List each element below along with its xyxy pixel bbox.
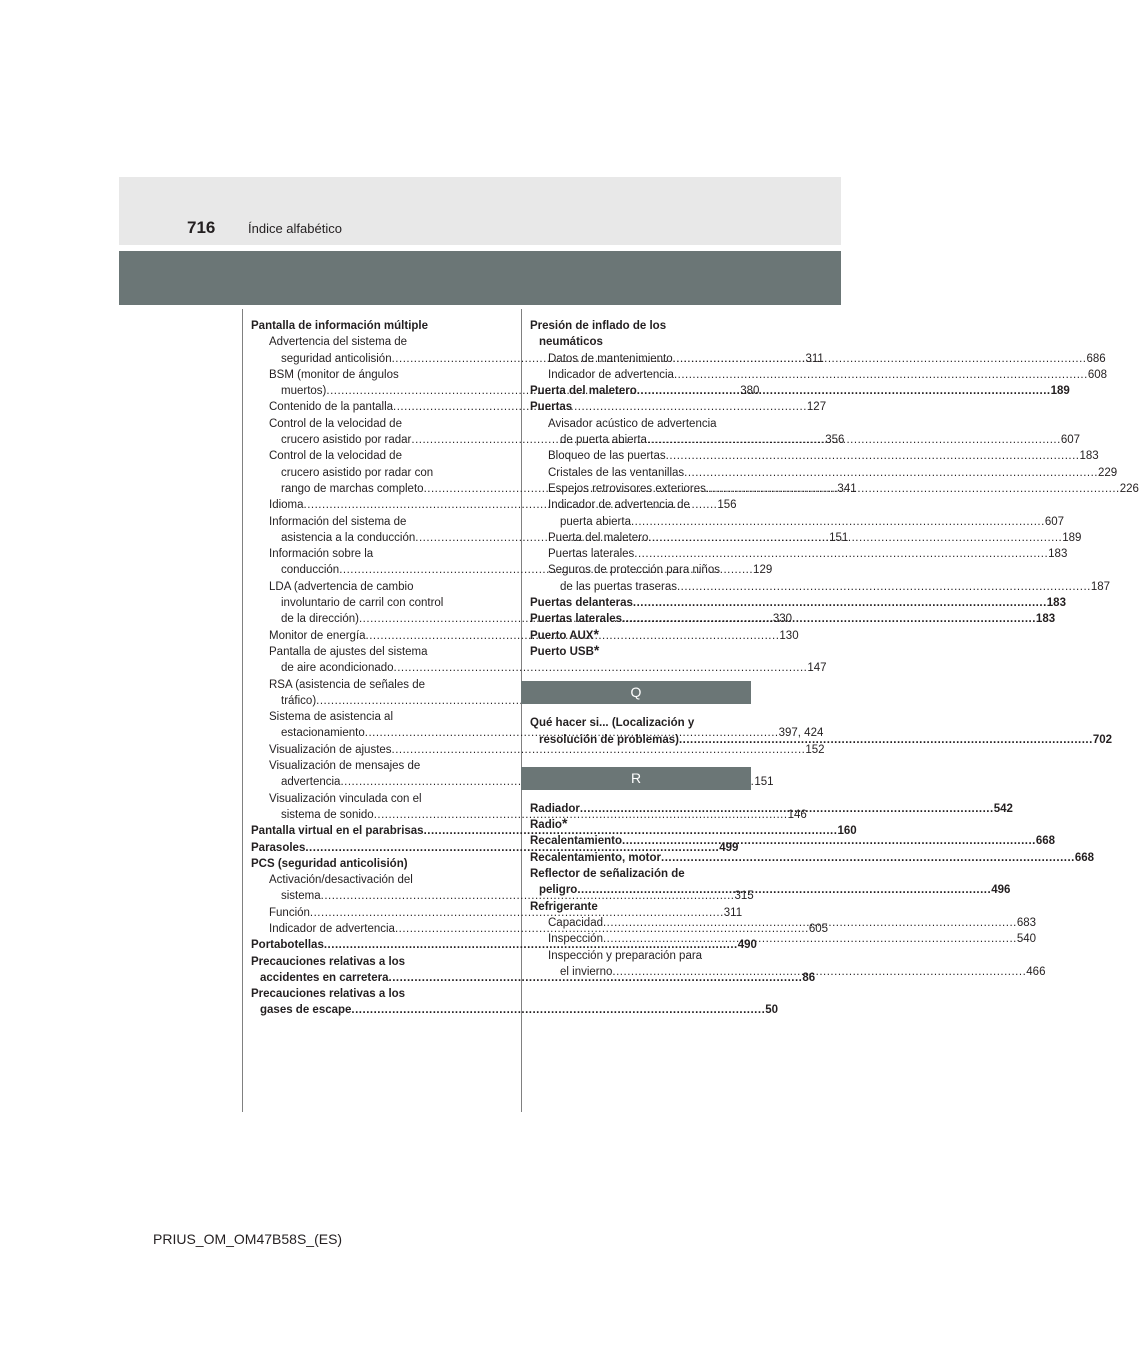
page-reference: 152	[805, 743, 825, 756]
entry-text: Puerto AUX	[530, 629, 594, 642]
index-entry	[251, 318, 472, 334]
page-reference: 683	[1016, 916, 1037, 929]
page-reference: 183	[1048, 548, 1068, 561]
entry-text: Qué hacer si... (Localización y	[530, 717, 695, 730]
entry-text: Idioma	[269, 499, 304, 512]
page-reference: 151	[829, 531, 849, 544]
index-entry	[530, 334, 751, 350]
entry-text: Portabotellas	[251, 939, 324, 952]
letter-heading-q: Q	[521, 681, 751, 704]
page-reference: 147	[807, 662, 827, 675]
index-entry	[251, 465, 472, 481]
index-entry	[251, 416, 472, 432]
page-reference: 151	[754, 776, 774, 789]
page-reference: 146	[787, 808, 807, 821]
entry-text: Parasoles	[251, 841, 306, 854]
index-entry	[251, 579, 472, 595]
page-reference: 341	[837, 482, 857, 495]
page-number: 716	[187, 218, 216, 237]
dot-leader	[631, 514, 1045, 530]
dot-leader	[612, 964, 1026, 980]
dot-leader	[637, 383, 1051, 399]
entry-text: Control de la velocidad de	[269, 417, 402, 430]
page-reference: 466	[1026, 965, 1046, 978]
entry-text: de la dirección)	[281, 613, 359, 626]
entry-text: sistema	[281, 890, 321, 903]
index-entry	[530, 448, 1099, 464]
index-entry	[530, 899, 751, 915]
index-entry	[530, 383, 1070, 399]
index-entry	[251, 774, 774, 790]
index-entry	[530, 514, 1065, 530]
page-reference: 226	[1119, 482, 1139, 495]
entry-text: Capacidad	[548, 916, 603, 929]
entry-text: Visualización de ajustes	[269, 743, 392, 756]
entry-text: Precauciones relativas a los	[251, 988, 406, 1001]
page-reference: 156	[717, 499, 737, 512]
entry-text: Puertas laterales	[530, 613, 623, 626]
entry-text: PCS (seguridad anticolisión)	[251, 857, 408, 870]
entry-text: LDA (advertencia de cambio	[269, 580, 414, 593]
header-dark-band	[119, 251, 841, 305]
entry-text: Inspección y preparación para	[548, 949, 703, 962]
entry-text: Espejos retrovisores exteriores	[548, 482, 706, 495]
page-reference: 499	[719, 841, 739, 854]
page-reference: 607	[1044, 515, 1065, 528]
page-reference: 542	[993, 802, 1013, 815]
page-reference: 183	[1046, 597, 1066, 610]
entry-text: Activación/desactivación del	[269, 874, 413, 887]
entry-text: Recalentamiento, motor	[530, 851, 661, 864]
dot-leader	[351, 1002, 765, 1018]
entry-text: Sistema de asistencia al	[269, 711, 394, 724]
page-reference: 129	[753, 564, 773, 577]
index-entry	[530, 833, 1056, 849]
index-entry	[251, 709, 472, 725]
index-entry	[530, 715, 751, 731]
entry-text: Cristales de las ventanillas	[548, 466, 685, 479]
entry-text: Pantalla virtual en el parabrisas	[251, 825, 424, 838]
index-entry	[251, 660, 827, 676]
dot-leader	[633, 595, 1047, 611]
dot-leader	[647, 432, 1061, 448]
entry-text: estacionamiento	[281, 727, 365, 740]
index-entry	[530, 399, 751, 415]
index-entry	[251, 693, 472, 709]
entry-text: involuntario de carril con control	[281, 597, 444, 610]
page-reference: 397, 424	[778, 727, 824, 740]
page-reference: 356	[825, 434, 845, 447]
page-reference: 608	[1087, 368, 1107, 381]
index-entry	[251, 546, 472, 562]
dot-leader	[603, 915, 1017, 931]
dot-leader	[580, 801, 994, 817]
page-reference: 668	[1074, 851, 1095, 864]
page-reference: 311	[805, 352, 824, 365]
entry-text: Radiador	[530, 802, 580, 815]
document-code: PRIUS_OM_OM47B58S_(ES)	[153, 1231, 343, 1247]
entry-text: Función	[269, 906, 310, 919]
entry-text: Puertas delanteras	[530, 597, 633, 610]
index-entry	[251, 448, 472, 464]
entry-text: Puerta del maletero	[548, 531, 649, 544]
column-rule-middle	[521, 309, 522, 1112]
entry-text: advertencia	[281, 776, 341, 789]
entry-text: rango de marchas completo	[281, 482, 424, 495]
dot-leader	[622, 611, 1036, 627]
page-reference: 160	[837, 825, 857, 838]
index-entry	[251, 677, 472, 693]
header-band	[119, 177, 841, 245]
page-reference: 229	[1098, 466, 1118, 479]
page-reference: 490	[737, 939, 757, 952]
entry-text: Pantalla de información múltiple	[251, 320, 429, 332]
index-entry	[530, 465, 1118, 481]
index-entry	[530, 866, 751, 882]
dot-leader	[603, 931, 1017, 947]
dot-leader	[674, 367, 1088, 383]
entry-text: de las puertas traseras	[560, 580, 677, 593]
entry-text: Indicador de advertencia	[269, 922, 395, 935]
index-entry	[530, 882, 1011, 898]
index-entry	[251, 872, 472, 888]
entry-text: Indicador de advertencia	[548, 368, 674, 381]
index-entry	[251, 367, 472, 383]
entry-text: sistema de sonido	[281, 808, 374, 821]
entry-text: Bloqueo de las puertas	[548, 450, 666, 463]
dot-leader	[634, 546, 1048, 562]
dot-leader	[648, 530, 1062, 546]
entry-text: Precauciones relativas a los	[251, 955, 406, 968]
index-entry	[251, 595, 472, 611]
entry-text: Recalentamiento	[530, 835, 623, 848]
page-reference: 130	[779, 629, 799, 642]
entry-text: Puertas laterales	[548, 548, 635, 561]
entry-text: neumáticos	[539, 336, 603, 349]
entry-text: Inspección	[548, 933, 603, 946]
entry-text: Puertas	[530, 401, 573, 414]
index-entry	[251, 644, 472, 660]
index-entry	[530, 318, 751, 334]
dot-leader	[622, 833, 1036, 849]
entry-text: seguridad anticolisión	[281, 352, 392, 365]
entry-text: puerta abierta	[560, 515, 631, 528]
entry-text: Reflector de señalización de	[530, 868, 685, 881]
page-reference: 50	[765, 1004, 779, 1017]
section-title: Índice alfabético	[248, 221, 342, 236]
entry-text: Contenido de la pantalla	[269, 401, 394, 414]
index-entry: Radio *	[530, 817, 751, 833]
index-entry	[530, 948, 751, 964]
entry-text: Control de la velocidad de	[269, 450, 402, 463]
entry-text: tráfico)	[281, 694, 317, 707]
dot-leader	[677, 579, 1091, 595]
entry-text: Presión de inflado de los	[530, 320, 667, 332]
page-reference: 607	[1060, 434, 1080, 447]
entry-text: Visualización vinculada con el	[269, 792, 422, 805]
dot-leader	[679, 732, 1093, 748]
entry-text: gases de escape	[260, 1004, 352, 1017]
index-entry	[530, 850, 1095, 866]
page-reference: 330	[772, 613, 793, 626]
entry-text: el invierno	[560, 965, 613, 978]
index-entry	[251, 954, 472, 970]
page-reference: 496	[991, 884, 1011, 897]
entry-text: Refrigerante	[530, 900, 598, 913]
index-entry	[530, 579, 1111, 595]
entry-text: Avisador acústico de advertencia	[548, 417, 717, 430]
index-entry	[530, 497, 751, 513]
dot-leader	[577, 882, 991, 898]
index-entry	[251, 742, 825, 758]
entry-text: resolución de problemas)	[539, 733, 679, 746]
page-reference: 189	[1062, 531, 1082, 544]
index-entry	[251, 334, 472, 350]
entry-text: Puerta del maletero	[530, 385, 637, 398]
page-reference: 189	[1050, 385, 1070, 398]
page-reference: 702	[1092, 733, 1112, 746]
page-reference: 187	[1090, 580, 1111, 593]
entry-text: de aire acondicionado	[281, 662, 394, 675]
page-reference: 86	[802, 971, 816, 984]
entry-text: asistencia a la conducción	[281, 531, 416, 544]
page-reference: 605	[808, 922, 828, 935]
entry-text: accidentes en carretera	[260, 971, 389, 984]
index-entry	[251, 986, 472, 1002]
dot-leader	[673, 351, 1087, 367]
dot-leader	[666, 448, 1080, 464]
column-rule-left	[242, 309, 243, 1112]
page-reference: 183	[1079, 450, 1099, 463]
dot-leader	[684, 465, 1098, 481]
index-entry: Puerto AUX *	[530, 628, 751, 644]
entry-text: Visualización de mensajes de	[269, 760, 421, 773]
entry-text: Información del sistema de	[269, 515, 407, 528]
page-reference: 183	[1035, 613, 1056, 626]
entry-text: Puerto USB	[530, 645, 594, 658]
page-reference: 315	[734, 890, 754, 903]
entry-text: peligro	[539, 884, 578, 897]
page-reference: 686	[1086, 352, 1106, 365]
entry-text: Monitor de energía	[269, 629, 366, 642]
index-entry	[251, 1002, 779, 1018]
entry-text: RSA (asistencia de señales de	[269, 678, 425, 691]
entry-text: muertos)	[281, 385, 327, 398]
index-entry	[251, 758, 472, 774]
index-entry: Puerto USB *	[530, 644, 751, 660]
entry-text: de puerta abierta	[560, 434, 647, 447]
entry-text: BSM (monitor de ángulos	[269, 368, 399, 381]
entry-text: Radio	[530, 819, 562, 832]
dot-leader	[661, 850, 1075, 866]
page-reference: 668	[1035, 835, 1056, 848]
entry-text: crucero asistido por radar	[281, 434, 412, 447]
page-reference: 380	[740, 385, 760, 398]
entry-text: conducción	[281, 564, 340, 577]
entry-text: Indicador de advertencia de	[548, 499, 690, 512]
dot-leader	[706, 481, 1120, 497]
index-entry	[530, 595, 1066, 611]
entry-text: Información sobre la	[269, 548, 374, 561]
entry-text: Advertencia del sistema de	[269, 336, 408, 349]
page-reference: 127	[806, 401, 827, 414]
entry-text: Seguros de protección para niños	[548, 564, 720, 577]
entry-text: Pantalla de ajustes del sistema	[269, 645, 428, 658]
index-entry	[251, 514, 472, 530]
index-entry	[530, 546, 1068, 562]
index-entry	[530, 416, 751, 432]
index-entry	[530, 367, 1107, 383]
index-entry	[251, 856, 472, 872]
page-reference: 311	[723, 906, 743, 919]
letter-heading-r: R	[521, 767, 751, 790]
page-reference: 540	[1016, 933, 1037, 946]
index-entry	[530, 562, 751, 578]
index-entry	[251, 791, 472, 807]
entry-text: crucero asistido por radar con	[281, 466, 434, 479]
entry-text: Datos de mantenimiento	[548, 352, 673, 365]
